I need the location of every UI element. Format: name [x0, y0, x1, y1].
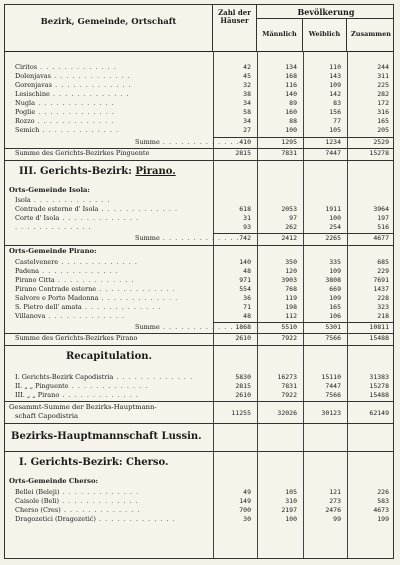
row-label: Dolenjavas . . — [15, 72, 210, 81]
cell-h: 34 — [243, 117, 251, 125]
row-label: Contrade esterne d' Isola . . — [15, 205, 210, 214]
cell-f: 273 — [329, 497, 341, 505]
cell-f: 1234 — [325, 138, 341, 146]
cell-t: 31383 — [369, 373, 389, 381]
header-place: Bezirk, Gemeinde, Ortschaft — [5, 5, 213, 51]
cell-t: 244 — [377, 63, 389, 71]
table-row — [5, 81, 394, 90]
row-label: I. Gerichts-Bezirk Capodistria . . — [15, 373, 210, 382]
cell-h: 700 — [239, 506, 251, 514]
cell-h: 49 — [243, 488, 251, 496]
cell-h: 2610 — [235, 334, 251, 342]
cell-f: 99 — [333, 515, 341, 523]
cell-m: 168 — [285, 72, 297, 80]
row-label: Ciritos . . — [15, 63, 210, 72]
cell-h: 2815 — [235, 149, 251, 157]
table-row — [5, 99, 394, 108]
cell-t: 316 — [377, 108, 389, 116]
cell-f: 83 — [333, 99, 341, 107]
cell-m: 88 — [289, 117, 297, 125]
row-label: Pirano Contrade esterne . . — [15, 285, 210, 294]
sum-row — [5, 138, 394, 147]
cell-f: 254 — [329, 223, 341, 231]
cell-f: 7447 — [325, 149, 341, 157]
cell-m: 7831 — [281, 382, 297, 390]
census-page — [4, 4, 394, 559]
row-label: Dragozetici (Dragozetić) . . — [15, 515, 210, 524]
recap-title: Recapitulation. — [65, 351, 153, 362]
cell-t: 15278 — [369, 149, 389, 157]
cell-f: 142 — [329, 90, 341, 98]
cell-h: 93 — [243, 223, 251, 231]
cell-t: 10811 — [369, 323, 389, 331]
cell-m: 119 — [285, 294, 297, 302]
table-row — [5, 223, 394, 232]
section-title-pirano — [19, 166, 176, 177]
cell-t: 225 — [377, 81, 389, 89]
cell-t: 311 — [377, 72, 389, 80]
table-row — [5, 72, 394, 81]
row-label: Bellei (Beleji) . . — [15, 488, 210, 497]
cell-t: 62149 — [369, 409, 389, 417]
row-label: Summe . . — [135, 138, 330, 147]
row-label: Poglie . . — [15, 108, 210, 117]
cell-m: 2197 — [281, 506, 297, 514]
table-row — [5, 126, 394, 135]
cell-h: 742 — [239, 234, 251, 242]
cell-m: 198 — [285, 303, 297, 311]
cell-m: 97 — [289, 214, 297, 222]
cell-h: 140 — [239, 258, 251, 266]
cell-f: 5301 — [325, 323, 341, 331]
cell-m: 16273 — [277, 373, 297, 381]
row-label: Caisole (Beli) . . — [15, 497, 210, 506]
row-label: Salvore e Porto Madonna . . — [15, 294, 210, 303]
cell-m: 7922 — [281, 391, 297, 399]
cell-m: 768 — [285, 285, 297, 293]
row-label — [15, 223, 210, 232]
section-name: Pirano. — [135, 166, 176, 177]
cell-f: 109 — [329, 81, 341, 89]
cell-f: 165 — [329, 303, 341, 311]
recap-total-label-1: Gesammt-Summe der Bezirks-Hauptmann- — [9, 403, 157, 411]
cell-t: 199 — [377, 515, 389, 523]
table-row — [5, 276, 394, 285]
cell-f: 77 — [333, 117, 341, 125]
cell-t: 15278 — [369, 382, 389, 390]
rule-line — [5, 160, 394, 161]
grand-total-row — [5, 409, 394, 418]
cell-t: 205 — [377, 126, 389, 134]
cell-f: 109 — [329, 294, 341, 302]
cell-m: 89 — [289, 99, 297, 107]
row-label: Corte d' Isola . . — [15, 214, 210, 223]
cell-t: 15488 — [369, 334, 389, 342]
row-label: Summe . . — [135, 323, 330, 332]
row-label: Villanova . . — [15, 312, 210, 321]
cell-m: 2412 — [281, 234, 297, 242]
row-label: Pirano Citta . . — [15, 276, 210, 285]
rule-line — [5, 345, 394, 346]
cell-f: 143 — [329, 72, 341, 80]
cell-m: 2053 — [281, 205, 297, 213]
cell-t: 583 — [377, 497, 389, 505]
row-label: Nugla . . — [15, 99, 210, 108]
cell-h: 971 — [239, 276, 251, 284]
table-row — [5, 117, 394, 126]
section-prefix: III. Gerichts-Bezirk: — [19, 166, 132, 177]
cell-t: 282 — [377, 90, 389, 98]
cell-m: 134 — [285, 63, 297, 71]
header-population: Bevölkerung — [257, 5, 394, 19]
cell-h: 410 — [239, 138, 251, 146]
cell-h: 42 — [243, 63, 251, 71]
cell-f: 105 — [329, 126, 341, 134]
table-row — [5, 391, 394, 400]
row-label: Summe des Gerichts-Bezirkes Pinguente — [15, 149, 150, 157]
subhead-cherso: Orts-Gemeinde Cherso: — [9, 477, 99, 485]
row-label: Castelvenere . . — [15, 258, 210, 267]
cell-h: 5830 — [235, 373, 251, 381]
row-label: Lesischine . . — [15, 90, 210, 99]
cell-t: 323 — [377, 303, 389, 311]
table-row — [5, 90, 394, 99]
table-header — [5, 5, 393, 52]
sum-row — [5, 234, 394, 243]
row-label: Isola . . — [15, 196, 210, 205]
cell-m: 100 — [285, 515, 297, 523]
row-label: Summe . . — [135, 234, 330, 243]
cell-m: 310 — [285, 497, 297, 505]
row-label: III. „ „ Pirano . . — [15, 391, 210, 400]
cell-t: 229 — [377, 267, 389, 275]
table-row — [5, 63, 394, 72]
district-sum-row — [5, 149, 394, 158]
section-title-lussin: Bezirks-Hauptmannschaft Lussin. — [11, 431, 202, 442]
cell-t: 165 — [377, 117, 389, 125]
table-row — [5, 258, 394, 267]
row-label: Padena . . — [15, 267, 210, 276]
table-row — [5, 303, 394, 312]
cell-f: 335 — [329, 258, 341, 266]
cell-m: 160 — [285, 108, 297, 116]
cell-t: 172 — [377, 99, 389, 107]
cell-m: 1295 — [281, 138, 297, 146]
cell-h: 45 — [243, 72, 251, 80]
cell-m: 7831 — [281, 149, 297, 157]
cell-f: 7566 — [325, 334, 341, 342]
table-row — [5, 515, 394, 524]
row-label: Summe des Gerichts-Bezirkes Pirano — [15, 334, 138, 342]
table-row — [5, 294, 394, 303]
subhead-pirano: Orts-Gemeinde Pirano: — [9, 247, 97, 255]
table-row — [5, 267, 394, 276]
cell-f: 7566 — [325, 391, 341, 399]
cell-t: 4673 — [373, 506, 389, 514]
cell-f: 2476 — [325, 506, 341, 514]
cell-t: 7691 — [373, 276, 389, 284]
cell-h: 32 — [243, 81, 251, 89]
cell-f: 1911 — [325, 205, 341, 213]
cell-f: 110 — [329, 63, 341, 71]
table-row — [5, 285, 394, 294]
cell-m: 100 — [285, 126, 297, 134]
row-label: Semich . . — [15, 126, 210, 135]
cell-m: 7922 — [281, 334, 297, 342]
cell-m: 32026 — [277, 409, 297, 417]
rule-line — [5, 423, 394, 424]
cell-t: 4677 — [373, 234, 389, 242]
cell-f: 669 — [329, 285, 341, 293]
cell-t: 3964 — [373, 205, 389, 213]
row-label: S. Pietro dell' amata . . — [15, 303, 210, 312]
cell-h: 48 — [243, 267, 251, 275]
cell-m: 116 — [285, 81, 297, 89]
cell-m: 262 — [285, 223, 297, 231]
cell-m: 105 — [285, 488, 297, 496]
cell-m: 112 — [285, 312, 297, 320]
cell-t: 2529 — [373, 138, 389, 146]
table-row — [5, 108, 394, 117]
cell-t: 1437 — [373, 285, 389, 293]
cell-t: 228 — [377, 294, 389, 302]
cell-f: 3808 — [325, 276, 341, 284]
table-row — [5, 497, 394, 506]
header-male: Männlich — [257, 19, 303, 51]
table-row — [5, 488, 394, 497]
cell-h: 2815 — [235, 382, 251, 390]
row-label: Rozzo . . — [15, 117, 210, 126]
header-total: Zusammen — [351, 30, 391, 38]
cell-t: 15488 — [369, 391, 389, 399]
cell-f: 7447 — [325, 382, 341, 390]
cell-h: 36 — [243, 294, 251, 302]
cell-t: 197 — [377, 214, 389, 222]
table-row — [5, 214, 394, 223]
section-title-cherso: I. Gerichts-Bezirk: Cherso. — [19, 457, 169, 468]
cell-f: 121 — [329, 488, 341, 496]
cell-m: 5510 — [281, 323, 297, 331]
table-row — [5, 382, 394, 391]
table-row — [5, 506, 394, 515]
cell-h: 554 — [239, 285, 251, 293]
cell-f: 109 — [329, 267, 341, 275]
table-row — [5, 312, 394, 321]
cell-h: 618 — [239, 205, 251, 213]
cell-f: 2265 — [325, 234, 341, 242]
cell-h: 30 — [243, 515, 251, 523]
cell-f: 156 — [329, 108, 341, 116]
cell-m: 140 — [285, 90, 297, 98]
subhead-isola: Orts-Gemeinde Isola: — [9, 186, 90, 194]
cell-h: 48 — [243, 312, 251, 320]
cell-h: 34 — [243, 99, 251, 107]
cell-h: 2610 — [235, 391, 251, 399]
cell-h: 27 — [243, 126, 251, 134]
cell-t: 218 — [377, 312, 389, 320]
cell-h: 11255 — [231, 409, 251, 417]
row-label: Gorenjavas . . — [15, 81, 210, 90]
cell-t: 685 — [377, 258, 389, 266]
cell-h: 58 — [243, 108, 251, 116]
cell-h: 149 — [239, 497, 251, 505]
cell-f: 30123 — [321, 409, 341, 417]
cell-t: 226 — [377, 488, 389, 496]
cell-m: 120 — [285, 267, 297, 275]
cell-h: 38 — [243, 90, 251, 98]
header-female: Weiblich — [303, 19, 347, 51]
cell-f: 106 — [329, 312, 341, 320]
cell-h: 1868 — [235, 323, 251, 331]
rule-line — [5, 401, 394, 402]
table-row — [5, 196, 394, 205]
recap-total-label-2: schaft Capodistria — [15, 412, 79, 420]
cell-f: 15110 — [321, 373, 341, 381]
header-houses: Zahl der Häuser — [213, 5, 257, 51]
rule-line — [5, 451, 394, 452]
row-label: II. „ „ Pinguente . . — [15, 382, 210, 391]
sum-row — [5, 323, 394, 332]
cell-m: 3903 — [281, 276, 297, 284]
table-row — [5, 205, 394, 214]
cell-t: 516 — [377, 223, 389, 231]
table-row — [5, 373, 394, 382]
cell-m: 350 — [285, 258, 297, 266]
district-sum-row — [5, 334, 394, 343]
row-label: Cherso (Cres) . . — [15, 506, 210, 515]
cell-h: 31 — [243, 214, 251, 222]
cell-f: 100 — [329, 214, 341, 222]
rule-line — [5, 245, 394, 246]
cell-h: 71 — [243, 303, 251, 311]
